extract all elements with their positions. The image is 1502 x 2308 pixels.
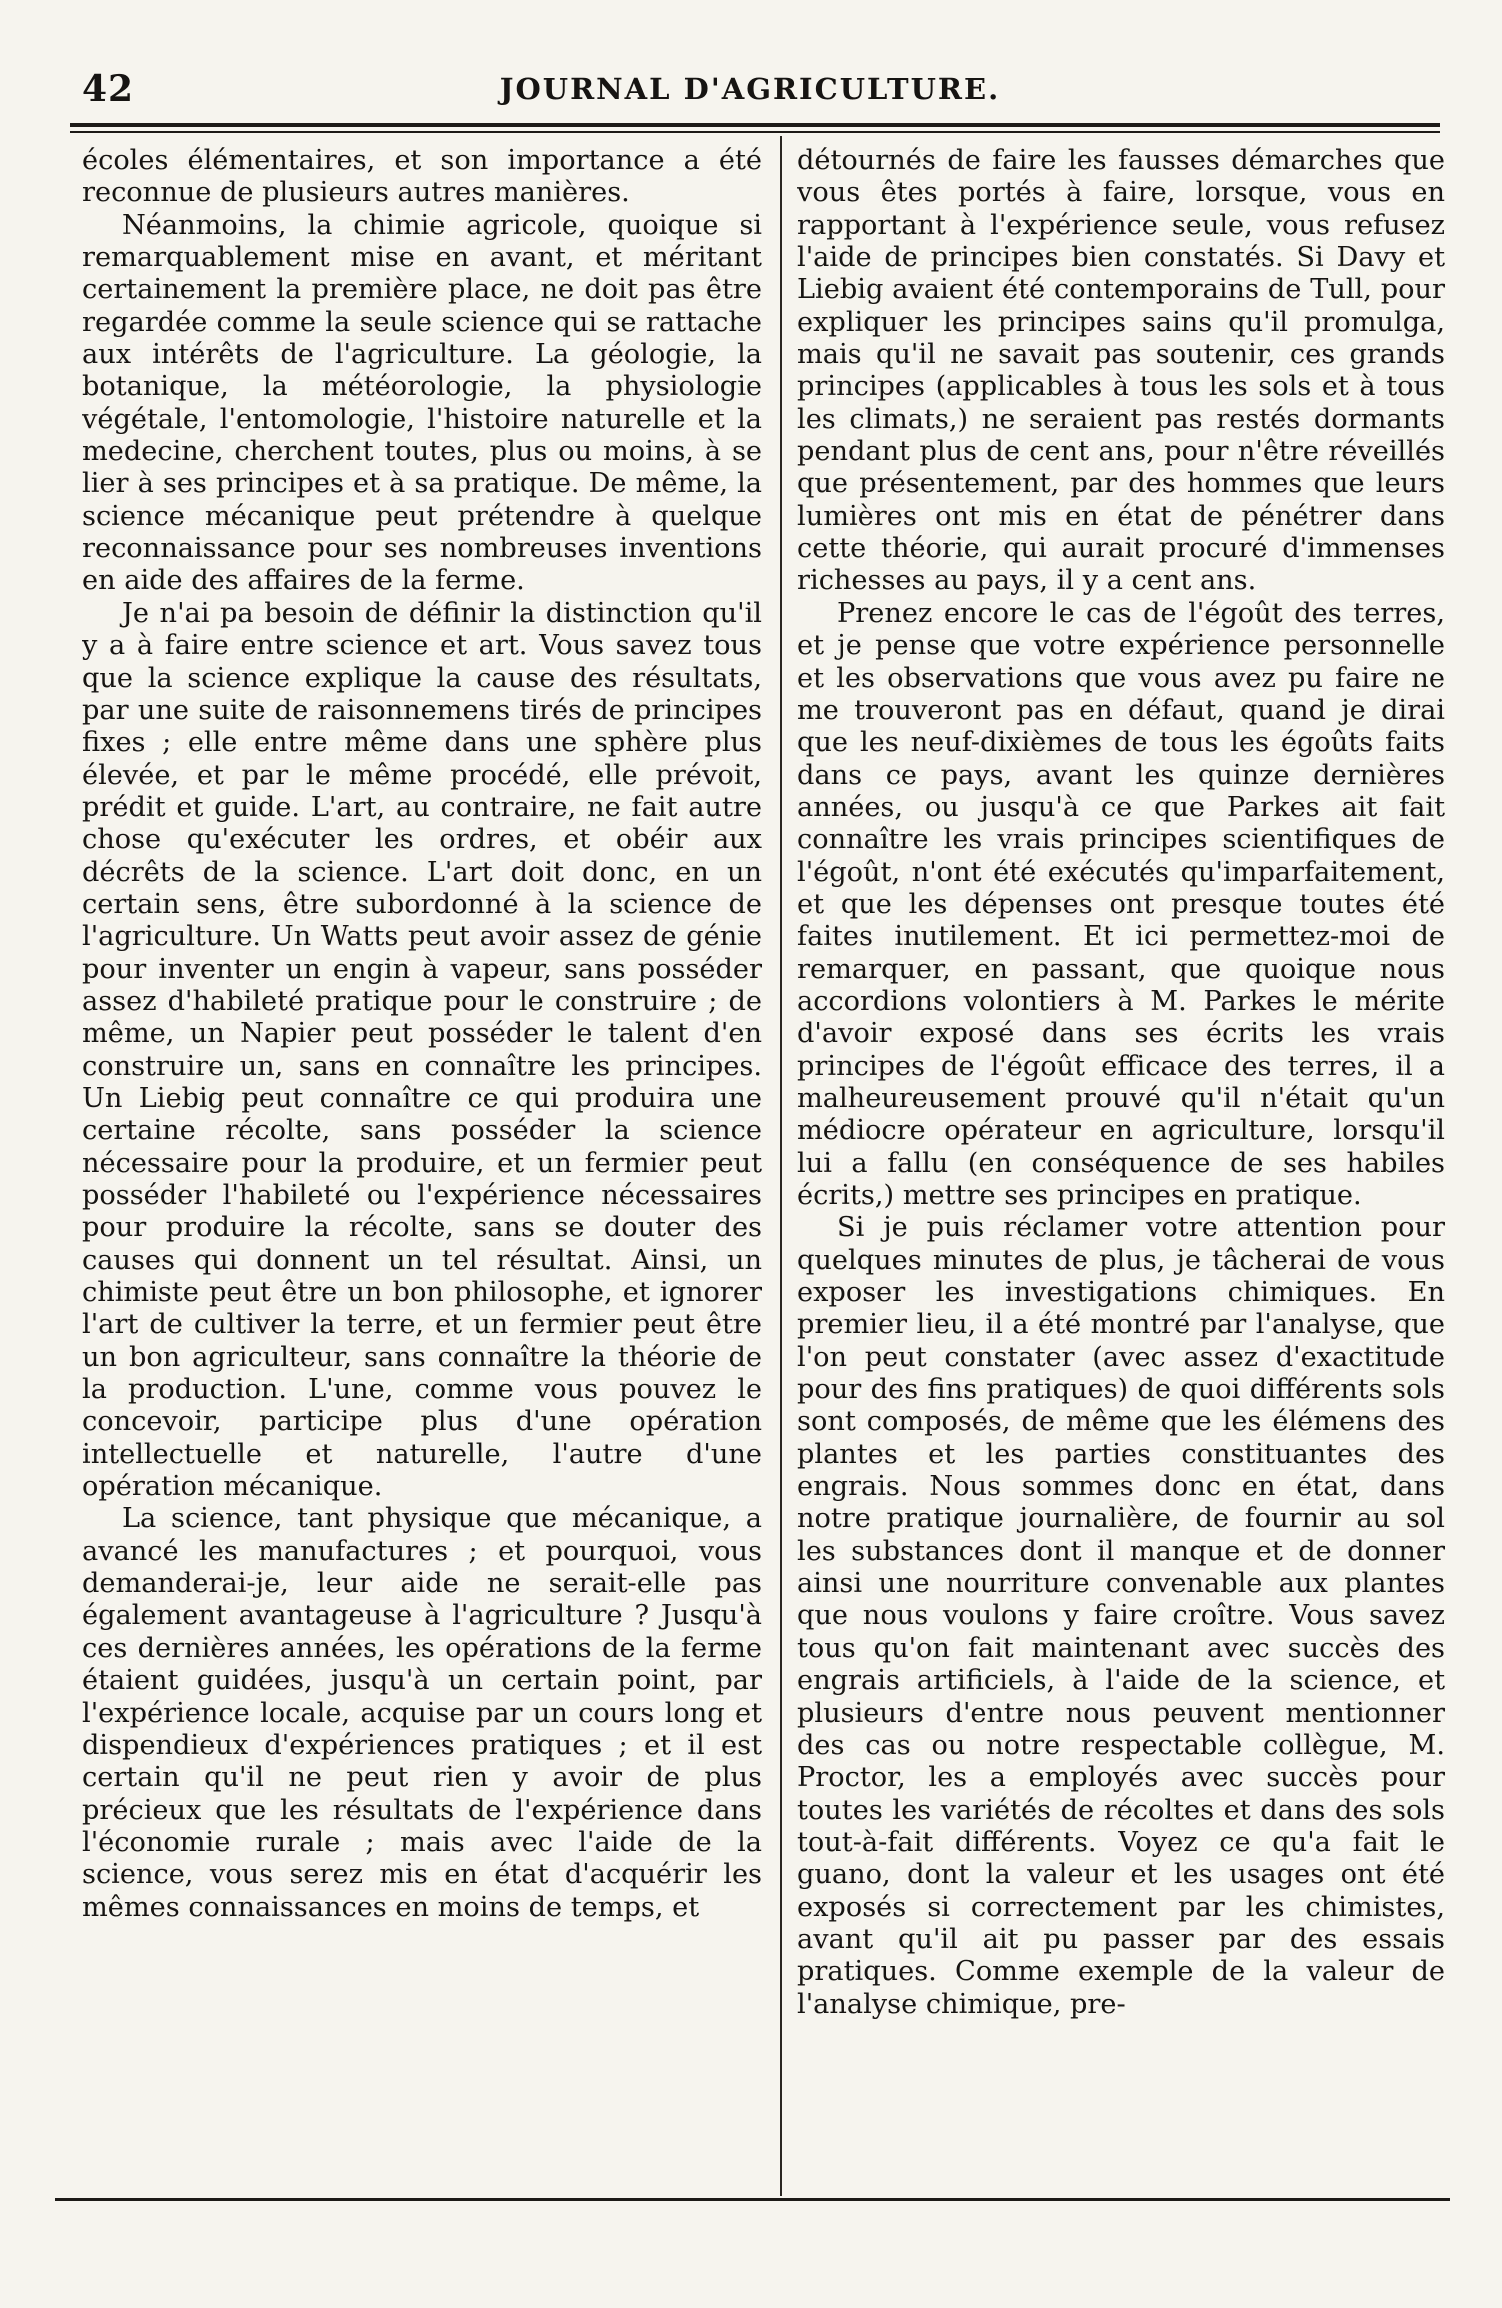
paragraph: La science, tant physique que mécanique, a avancé les manufactures ; et pourquoi, vous demanderai-je, leur aide ne serait-elle pas également avantageuse à l'agriculture ? Jusqu'à ces dernières années, les opérations de la ferme étaient guidées, jusqu'à un certain point, par l'expérience locale, acquise par un cours long et dispendieux d'expériences pratiques ; et il est certain qu'il ne peut rien y avoir de plus précieux que les résultats de l'expérience dans l'économie rurale ; mais avec l'aide de la science, vous serez mis en état d'acquérir les mêmes connaissances en moins de temps, et [82,1503,762,1923]
left-column [82,145,762,2193]
header-rule-thin [70,131,1440,133]
page-header [40,68,1460,118]
right-column [797,145,1445,2193]
paragraph: Néanmoins, la chimie agricole, quoique si remarquablement mise en avant, et méritant certainement la première place, ne doit pas être regardée comme la seule science qui se rattache aux intérêts de l'agriculture. La géologie, la botanique, la météorologie, la physiologie végétale, l'entomologie, l'histoire naturelle et la medecine, cherchent toutes, plus ou moins, à se lier à ses principes et à sa pratique. De même, la science mécanique peut prétendre à quelque reconnaissance pour ses nombreuses inventions en aide des affaires de la ferme. [82,209,762,597]
paragraph: écoles élémentaires, et son importance a été reconnue de plusieurs autres manières. [82,145,762,209]
paragraph: Je n'ai pa besoin de définir la distinction qu'il y a à faire entre science et art. Vous savez tous que la science explique la cause des résultats, par une suite de raisonnemens tirés de principes fixes ; elle entre même dans une sphère plus élevée, et par le même procédé, elle prévoit, prédit et guide. L'art, au contraire, ne fait autre chose qu'exécuter les ordres, et obéir aux décrêts de la science. L'art doit donc, en un certain sens, être subordonné à la science de l'agriculture. Un Watts peut avoir assez de génie pour inventer un engin à vapeur, sans posséder assez d'habileté pratique pour le construire ; de même, un Napier peut posséder le talent d'en construire un, sans en connaître les principes. Un Liebig peut connaître ce qui produira une certaine récolte, sans posséder la science nécessaire pour la produire, et un fermier peut posséder l'habileté ou l'expérience nécessaires pour produire la récolte, sans se douter des causes qui donnent un tel résultat. Ainsi, un chimiste peut être un bon philosophe, et ignorer l'art de cultiver la terre, et un fermier peut être un bon agriculteur, sans connaître la théorie de la production. L'une, comme vous pouvez le concevoir, participe plus d'une opération intellectuelle et naturelle, l'autre d'une opération mécanique. [82,597,762,1503]
footer-rule [55,2198,1450,2201]
running-title: JOURNAL D'AGRICULTURE. [499,72,1001,106]
column-divider [780,136,782,2196]
page-number: 42 [82,68,135,110]
paragraph: Prenez encore le cas de l'égoût des terres, et je pense que votre expérience personnelle et les observations que vous avez pu faire ne me trouveront pas en défaut, quand je dirai que les neuf-dixièmes de tous les égoûts faits dans ce pays, avant les quinze dernières années, ou jusqu'à ce que Parkes ait fait connaître les vrais principes scientifiques de l'égoût, n'ont été exécutés qu'imparfaitement, et que les dépenses ont presque toutes été faites inutilement. Et ici permettez-moi de remarquer, en passant, que quoique nous accordions volontiers à M. Parkes le mérite d'avoir exposé dans ses écrits les vrais principes de l'égoût efficace des terres, il a malheureusement prouvé qu'il n'était qu'un médiocre opérateur en agriculture, lorsqu'il lui a fallu (en conséquence de ses habiles écrits,) mettre ses principes en pratique. [797,597,1445,1211]
header-rule-thick [70,123,1440,127]
paragraph: détournés de faire les fausses démarches que vous êtes portés à faire, lorsque, vous en rapportant à l'expérience seule, vous refusez l'aide de principes bien constatés. Si Davy et Liebig avaient été contemporains de Tull, pour expliquer les principes sains qu'il promulga, mais qu'il ne savait pas soutenir, ces grands principes (applicables à tous les sols et à tous les climats,) ne seraient pas restés dormants pendant plus de cent ans, pour n'être réveillés que présentement, par des hommes que leurs lumières ont mis en état de pénétrer dans cette théorie, qui aurait procuré d'immenses richesses au pays, il y a cent ans. [797,145,1445,597]
paragraph: Si je puis réclamer votre attention pour quelques minutes de plus, je tâcherai de vous exposer les investigations chimiques. En premier lieu, il a été montré par l'analyse, que l'on peut constater (avec assez d'exactitude pour des fins pratiques) de quoi différents sols sont composés, de même que les élémens des plantes et les parties constituantes des engrais. Nous sommes donc en état, dans notre pratique journalière, de fournir au sol les substances dont il manque et de donner ainsi une nourriture convenable aux plantes que nous voulons y faire croître. Vous savez tous qu'on fait maintenant avec succès des engrais artificiels, à l'aide de la science, et plusieurs d'entre nous peuvent mentionner des cas ou notre respectable collègue, M. Proctor, les a employés avec succès pour toutes les variétés de récoltes et dans des sols tout-à-fait différents. Voyez ce qu'a fait le guano, dont la valeur et les usages ont été exposés si correctement par les chimistes, avant qu'il ait pu passer par des essais pratiques. Comme exemple de la valeur de l'analyse chimique, pre- [797,1212,1445,2020]
